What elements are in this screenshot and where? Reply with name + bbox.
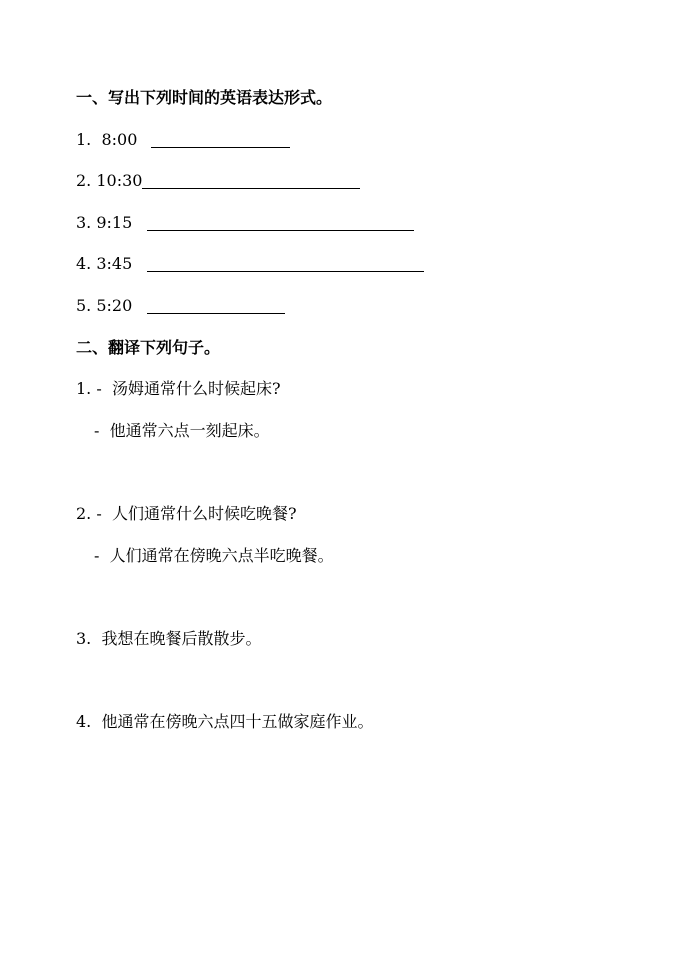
translation-item-label: 3. [76,629,92,648]
dialogue-dash: - [96,504,102,523]
sentence-text: 我想在晚餐后散散步。 [101,629,262,648]
translation-item-label: 2. [76,504,92,523]
dialogue-dash: - [94,546,100,565]
translation-item-1-question [76,379,281,399]
answer-blank-2[interactable] [142,188,360,189]
question-text: 汤姆通常什么时候起床? [111,379,281,398]
sentence-text: 他通常在傍晚六点四十五做家庭作业。 [101,712,374,731]
translation-item-label: 4. [76,712,92,731]
translation-item-1-answer [94,421,270,441]
time-item-label: 2. [76,171,92,190]
time-item-label: 4. [76,254,92,273]
time-item-1 [76,130,137,150]
question-text: 人们通常什么时候吃晚餐? [111,504,297,523]
translation-item-2-question [76,504,297,524]
answer-text: 他通常六点一刻起床。 [109,421,270,440]
dialogue-dash: - [94,421,100,440]
translation-item-label: 1. [76,379,92,398]
time-item-label: 3. [76,213,92,232]
time-value: 5:20 [96,296,133,315]
translation-item-3 [76,629,261,649]
time-value: 9:15 [96,213,133,232]
dialogue-dash: - [96,379,102,398]
answer-blank-4[interactable] [147,271,424,272]
answer-blank-1[interactable] [151,147,290,148]
section1-heading: 一、写出下列时间的英语表达形式。 [76,88,333,107]
translation-item-4 [76,712,373,732]
translation-item-2-answer [94,546,334,566]
time-value: 8:00 [101,130,138,149]
answer-blank-5[interactable] [147,313,285,314]
time-item-2 [76,171,142,191]
answer-text: 人们通常在傍晚六点半吃晚餐。 [109,546,334,565]
time-item-5 [76,296,132,316]
time-value: 3:45 [96,254,133,273]
section2-heading: 二、翻译下列句子。 [76,338,221,357]
time-value: 10:30 [96,171,143,190]
time-item-label: 1. [76,130,92,149]
time-item-4 [76,254,132,274]
time-item-3 [76,213,132,233]
time-item-label: 5. [76,296,92,315]
answer-blank-3[interactable] [147,230,414,231]
